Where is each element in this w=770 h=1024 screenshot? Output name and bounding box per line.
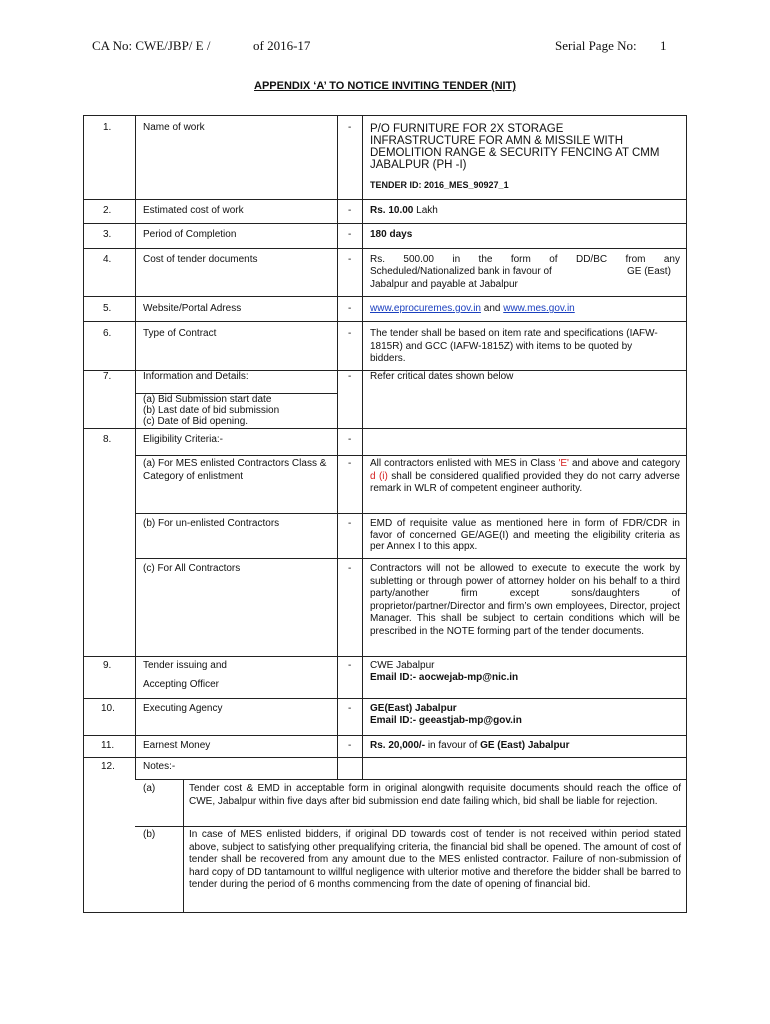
ca-number: CA No: CWE/JBP/ E / bbox=[92, 38, 211, 53]
information-value: Refer critical dates shown below bbox=[370, 371, 514, 382]
row-9-label-1: Tender issuing and bbox=[143, 660, 227, 671]
tender-officer-email: Email ID:- aocwejab-mp@nic.in bbox=[370, 672, 519, 683]
bid-opening-date: (c) Date of Bid opening. bbox=[143, 416, 249, 427]
row-3-label: Period of Completion bbox=[143, 229, 237, 240]
earnest-money-value bbox=[370, 740, 570, 753]
tender-id: TENDER ID: 2016_MES_90927_1 bbox=[370, 180, 509, 190]
earnest-money-favour: in favour of bbox=[425, 740, 481, 751]
row-10-label: Executing Agency bbox=[143, 703, 223, 714]
row-5-number: 5. bbox=[103, 303, 112, 314]
financial-year: of 2016-17 bbox=[253, 38, 311, 53]
row-7-label: Information and Details: bbox=[143, 371, 249, 382]
bid-submission-last: (b) Last date of bid submission bbox=[143, 405, 280, 416]
row-4-dash: - bbox=[348, 254, 352, 265]
category-d-i: d (i) bbox=[370, 470, 388, 482]
note-b-number: (b) bbox=[143, 829, 156, 840]
row-8-label: Eligibility Criteria:- bbox=[143, 434, 224, 445]
eligibility-a-text-1: All contractors enlisted with MES in Class bbox=[370, 458, 559, 469]
tender-cost-line-3: Jabalpur and payable at Jabalpur bbox=[370, 279, 518, 290]
row-5-label: Website/Portal Adress bbox=[143, 303, 242, 314]
eligibility-b-value: EMD of requisite value as mentioned here in form of FDR/CDR in favor of concerned GE/AGE(I) and meeting the eligibility criteria as per Annex I to this appx. bbox=[370, 518, 680, 552]
row-8-dash: - bbox=[348, 434, 352, 445]
row-2-dash: - bbox=[348, 205, 352, 216]
executing-agency-email: Email ID:- geeastjab-mp@gov.in bbox=[370, 715, 522, 726]
name-of-work-value: P/O FURNITURE FOR 2X STORAGE INFRASTRUCTURE FOR AMN & MISSILE WITH DEMOLITION RANGE & SECURITY FENCING AT CMM JABALPUR (PH -I) bbox=[370, 123, 660, 171]
eligibility-a-dash: - bbox=[348, 458, 352, 469]
bid-submission-start: (a) Bid Submission start date bbox=[143, 394, 272, 405]
row-9-dash: - bbox=[348, 660, 352, 671]
note-a-number: (a) bbox=[143, 783, 156, 794]
row-9-number: 9. bbox=[103, 660, 112, 671]
serial-page-number: 1 bbox=[660, 38, 667, 53]
row-10-number: 10. bbox=[101, 703, 115, 714]
row-3-number: 3. bbox=[103, 229, 112, 240]
row-6-number: 6. bbox=[103, 328, 112, 339]
row-6-dash: - bbox=[348, 328, 352, 339]
row-10-dash: - bbox=[348, 703, 352, 714]
executing-agency-value: GE(East) Jabalpur bbox=[370, 703, 457, 714]
tender-cost-line-2a: Scheduled/Nationalized bank in favour of bbox=[370, 266, 552, 277]
eprocure-link[interactable]: www.eprocuremes.gov.in bbox=[370, 303, 481, 314]
eligibility-b-label: (b) For un-enlisted Contractors bbox=[143, 518, 280, 529]
row-11-label: Earnest Money bbox=[143, 740, 211, 751]
eligibility-a-label: (a) For MES enlisted Contractors Class & Category of enlistment bbox=[143, 458, 327, 482]
eligibility-c-value: Contractors will not be allowed to execute to execute the work by subletting or through power of attorney holder on his behalf to a third party/another firm except sons/daughters of proprietor/partner/Director and firm’s own employees, Director, project Manager. This shall be subject to certain conditions which will be prescribed in the NOTE forming part of the tender documents. bbox=[370, 563, 680, 637]
row-2-number: 2. bbox=[103, 205, 112, 216]
row-8-number: 8. bbox=[103, 434, 112, 445]
eligibility-a-text-3: shall be considered qualified provided they do not carry adverse remark in WLR of competent engineer authority. bbox=[370, 470, 680, 494]
eligibility-a-text-2: and above and category bbox=[568, 458, 680, 469]
row-4-number: 4. bbox=[103, 254, 112, 265]
estimated-cost-unit: Lakh bbox=[413, 205, 438, 216]
contract-type-value: The tender shall be based on item rate and specifications (IAFW-1815R) and GCC (IAFW-1815Z) with items to be quoted by bidders. bbox=[370, 328, 658, 364]
tender-cost-line-1: Rs. 500.00 in the form of DD/BC from any bbox=[370, 254, 680, 265]
eligibility-b-dash: - bbox=[348, 518, 352, 529]
row-7-dash: - bbox=[348, 371, 352, 382]
page-title: APPENDIX ‘A’ TO NOTICE INVITING TENDER (NIT) bbox=[254, 80, 516, 92]
row-11-dash: - bbox=[348, 740, 352, 751]
class-e: 'E' bbox=[558, 458, 569, 469]
earnest-money-payee: GE (East) Jabalpur bbox=[480, 740, 570, 751]
website-value bbox=[370, 303, 575, 316]
estimated-cost-amount: Rs. 10.00 bbox=[370, 205, 414, 216]
row-6-label: Type of Contract bbox=[143, 328, 217, 339]
tender-officer-value: CWE Jabalpur bbox=[370, 660, 435, 671]
row-11-number: 11. bbox=[101, 740, 115, 751]
row-3-dash: - bbox=[348, 229, 352, 240]
row-1-number: 1. bbox=[103, 122, 112, 133]
row-5-dash: - bbox=[348, 303, 352, 314]
row-2-label: Estimated cost of work bbox=[143, 205, 244, 216]
row-1-label: Name of work bbox=[143, 122, 205, 133]
row-12-number: 12. bbox=[101, 761, 115, 772]
tender-cost-line-2b: GE (East) bbox=[627, 266, 671, 277]
period-of-completion-value: 180 days bbox=[370, 229, 413, 240]
eligibility-c-dash: - bbox=[348, 563, 352, 574]
eligibility-a-value bbox=[370, 458, 680, 496]
note-b-text: In case of MES enlisted bidders, if original DD towards cost of tender is not received within period stated above, subject to satisfying other prequalifying criteria, the financial bid shall be opened. The amount of cost of tender shall be recovered from any amount due to the MES enlisted contractor. Failure of non-submission of hard copy of DD tantamount to willful negligence with ulterior motive and therefore the bidder shall be barred to tender during the period of 6 months commencing from the date of opening of financial bid. bbox=[189, 829, 681, 890]
earnest-money-amount: Rs. 20,000/- bbox=[370, 740, 426, 751]
estimated-cost-value bbox=[370, 205, 438, 218]
row-4-label: Cost of tender documents bbox=[143, 254, 258, 265]
row-1-dash: - bbox=[348, 122, 352, 133]
row-12-label: Notes:- bbox=[143, 761, 176, 772]
note-a-text: Tender cost & EMD in acceptable form in original alongwith requisite documents should reach the office of CWE, Jabalpur within five days after bid submission end date failing which, bid shall be liable for rejection. bbox=[189, 783, 681, 807]
mes-link[interactable]: www.mes.gov.in bbox=[503, 303, 575, 314]
row-9-label-2: Accepting Officer bbox=[143, 679, 219, 690]
eligibility-c-label: (c) For All Contractors bbox=[143, 563, 241, 574]
website-and: and bbox=[480, 303, 504, 314]
serial-page-label: Serial Page No: bbox=[555, 38, 637, 53]
row-7-number: 7. bbox=[103, 371, 112, 382]
